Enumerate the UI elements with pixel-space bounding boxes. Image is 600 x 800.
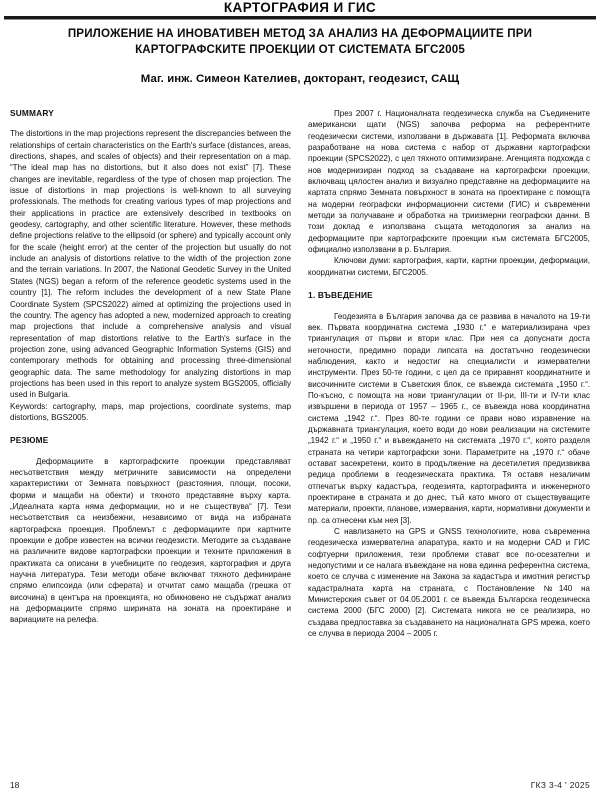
header-divider-rule [4,16,596,19]
resume-paragraph: Деформациите в картографските проекции представляват несъответствия между метричните зависимости на определени характеристики от Земната повърхност (разстояния, площи, посоки, форми и мащаби на обекти) и тяхното представяне върху карта. „Идеалната карта няма деформации, но и не съществува“ [7]. Тези несъответствия са неизбежни, независимо от вида на избраната картографска проекция. Проблемът с деформациите при картните проекции е добре известен на всички геодезисти. Методите за създаване на различните видове картографски проекции и техните приложения в практиката са описани в учебниците по геодезия, картография и друга научна литература. Тези методи обаче включват тяхното дефиниране спрямо елипсоида (или сферата) и отчитат само мащаба (грешка от височина) в центъра на проекцията, но обикновено не съдържат анализ на деформациите спрямо ширината на зоната на проектиране и вариациите на релефа. [10,456,291,625]
running-head: КАРТОГРАФИЯ И ГИС [223,0,377,15]
page-title: ПРИЛОЖЕНИЕ НА ИНОВАТИВЕН МЕТОД ЗА АНАЛИЗ НА ДЕФОРМАЦИИТЕ ПРИ КАРТОГРАФСКИТЕ ПРОЕКЦИИ ОТ СИСТЕМАТА БГС2005 [67,27,533,56]
section-heading-summary: SUMMARY [10,108,54,118]
column-right [308,108,590,639]
keywords-bg: Ключови думи: картография, карти, картни проекции, деформации, координатни системи, БГС2005. [308,256,590,277]
author-line: Маг. инж. Симеон Кателиев, докторант, геодезист, САЩ [140,73,460,85]
summary-paragraph: The distortions in the map projections represent the discrepancies between the relationships of certain characteristics on the Earth's surface (distances, areas, directions, shapes, and scales of objects) and their representation on a map. “The ideal map has no distortions, but it also does not exist” [7]. These changes are inevitable, regardless of the type of chosen map projection. The issue of distortions in map projections is well-known to all surveying professionals. The methods for creating various types of map projections and their applications in practice are extensively described in textbooks on geodesy, cartography, and other scientific literature. However, these methods define projections relative to the ellipsoid (or sphere) and typically account only for the scale (height error) at the center of the projection but usually do not include an analysis of distortions relative to the width of the projection zone and the terrain variations. In 2007, the National Geodetic Survey in the United States (NGS) began a reform of the reference geodetic systems used in the country [1]. The reform includes the development of a new State Plane Coordinate System (SPCS2022) aimed at optimizing the projections used in the country. The agency has adopted a new, modernized approach to creating map projections that include a comprehensive analysis and visual representation of map distortions relative to the Earth's surface in the projection zone, using advanced Geographic Information Systems (GIS) and contemporary methods for obtaining and processing three-dimensional geographic data. The same methodology for analyzing distortions in map projections has been used in this report to analyze system BGS2005, officially used in Bulgaria. [10,129,291,400]
title-block [22,26,578,85]
body-paragraph-1: През 2007 г. Националната геодезическа служба на Съединените американски щати (NGS) започва реформа на референтните геодезически системи, използвани в държавата [1]. Реформата включва разработване на нова система с набор от държавни картографски проекции (SPCS2022), с цел тяхното оптимизиране. Агенцията подхожда с нов модернизиран подход за създаване на картографски проекции, включващ цялостен анализ и визуално представяне на деформациите на картата спрямо Земната повърхност в зоната на проектиране с помощта на модерни географски информационни системи (ГИС) и съвременни методи за получаване и обработка на триизмерни географски данни. В този доклад е използвана същата методология за анализ на деформациите при картографските проекции към системата БГС2005, официално използвани в р. България. [308,109,590,255]
body-paragraph-2: Геодезията в България започва да се развива в началото на 19-ти век. Първата координатна система „1930 г.“ е материализирана чрез триангулация от първи и втори клас. При нея са допуснати доста неточности, предимно поради липсата на достатъчно геодезически наблюдения, както и недостиг на специалисти и измервателни инструменти. През 50-те години, с цел да се приравнят координатните и височинните системи в Съветския блок, се въвежда системата „1950 г.“. По-късно, с помощта на нови триангулации от II-ри, III-ти и IV-ти клас извършени в периода от 1957 – 1965 г., се въвежда нова координатна система „1942 г.“. През 80-те години се прави ново изравнение на държавната триангулация, което води до нови реализации на системите „1942 г.“ и „1950 г.“ и въвеждането на системата „1970 г.“, която разделя страната на четири картографски зони. Параметрите на „1970 г.“ обаче остават засекретени, които в продължение на десетилетия предизвиква редица проблеми в геодезическата практика. Тя оставя незаличим отпечатък върху кадастъра, геодезията, картографията и инженерното проектиране в страната и до днес, тъй като много от съществуващите материали, проекти, планове, измервания, карти, нормативни документи и пр. са отнесени към нея [3]. [308,311,590,525]
footer-page-number: 18 [10,780,20,790]
keywords-en: Keywords: cartography, maps, map projections, coordinate systems, map distortions, BGS2005. [10,401,291,422]
section-heading-introduction: 1. ВЪВЕДЕНИЕ [308,290,373,301]
section-heading-resume: РЕЗЮМЕ [10,435,49,446]
column-left [10,108,291,626]
body-paragraph-3: С навлизането на GPS и GNSS технологиите, нова съвременна геодезическа измервателна апаратура, както и на модерни CAD и ГИС софтуерни приложения, тези проблеми стават все по-осезателни и недопустими и се налага въвеждане на нова единна референтна система, което се случва с изменение на Закона за кадастъра и имотния регистър кадастралната карта на страната, с Постановление №140 на Министерския съвет от 04.05.2001 г. се въвежда Българска геодезическа система 2000 (БГС 2000) [2]. Системата никога не се реализира, но създава предпоставка за създаването на националната GPS мрежа, което се случва в периода 2004 – 2005 г. [308,527,590,639]
footer-journal-reference: ГКЗ 3-4 ' 2025 [530,780,590,790]
